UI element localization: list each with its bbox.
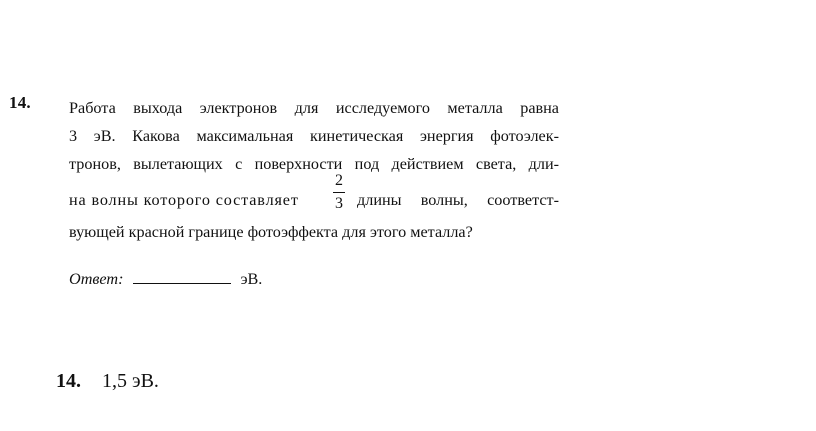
solution-number: 14.	[56, 370, 81, 392]
fraction-bar	[333, 192, 345, 193]
fraction-numerator: 2	[335, 172, 343, 189]
answer-row	[69, 267, 262, 289]
problem-line-4-after: длины волны, соответст-	[357, 191, 559, 209]
problem-line-4-before: на волны которого составляет	[69, 191, 299, 209]
solution-row	[56, 370, 159, 393]
problem-line-1: Работа выхода электронов для исследуемого металла равна	[69, 99, 559, 117]
problem-line-5: вующей красной границе фотоэффекта для этого металла?	[69, 223, 473, 241]
answer-unit: эВ.	[240, 270, 263, 288]
fraction-denominator: 3	[335, 195, 343, 212]
answer-blank[interactable]	[133, 267, 231, 284]
problem-line-3: тронов, вылетающих с поверхности под действием света, дли-	[69, 155, 559, 173]
problem-text	[69, 94, 559, 246]
fraction-two-thirds	[332, 172, 346, 213]
problem-line-4	[69, 172, 559, 218]
answer-label: Ответ:	[69, 270, 124, 288]
solution-value: 1,5 эВ.	[102, 370, 159, 392]
problem-line-2: 3 эВ. Какова максимальная кинетическая энергия фотоэлек-	[69, 127, 559, 145]
problem-number: 14.	[9, 93, 31, 112]
